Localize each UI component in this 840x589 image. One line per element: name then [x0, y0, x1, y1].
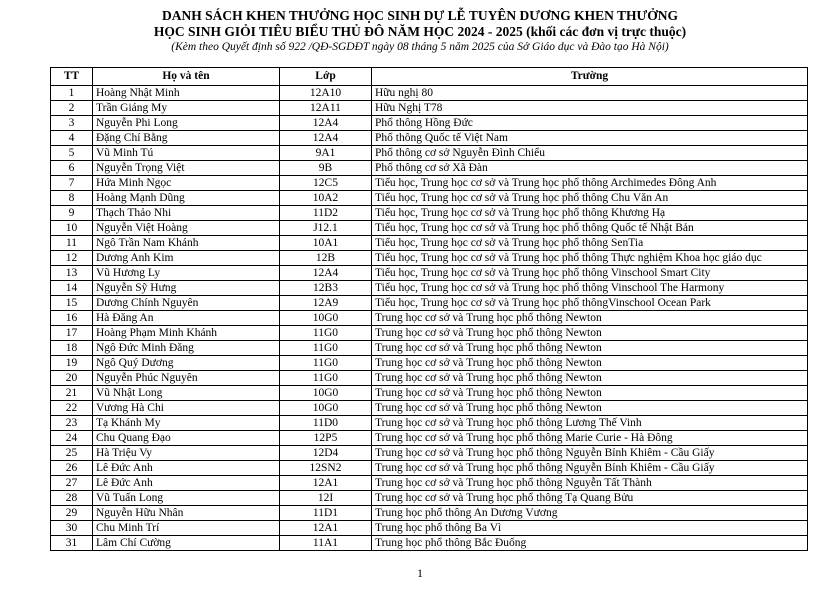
cell-class: 11D0	[280, 416, 372, 431]
cell-tt: 18	[51, 341, 93, 356]
cell-school: Trung học phổ thông Ba Vì	[372, 521, 808, 536]
table-row	[51, 221, 808, 236]
column-header-name: Họ và tên	[93, 68, 280, 86]
cell-name: Hà Đăng An	[93, 311, 280, 326]
cell-class: 12A10	[280, 86, 372, 101]
table-row	[51, 176, 808, 191]
cell-name: Thạch Thảo Nhi	[93, 206, 280, 221]
table-row	[51, 341, 808, 356]
table-row	[51, 386, 808, 401]
cell-name: Chu Minh Trí	[93, 521, 280, 536]
cell-class: 12A1	[280, 476, 372, 491]
cell-school: Trung học cơ sở và Trung học phổ thông Tạ Quang Bửu	[372, 491, 808, 506]
column-header-tt: TT	[51, 68, 93, 86]
cell-school: Tiểu học, Trung học cơ sở và Trung học phổ thông Thực nghiệm Khoa học giáo dục	[372, 251, 808, 266]
cell-class: 11G0	[280, 371, 372, 386]
cell-class: 12A4	[280, 266, 372, 281]
cell-school: Phổ thông Hồng Đức	[372, 116, 808, 131]
table-row	[51, 521, 808, 536]
cell-tt: 21	[51, 386, 93, 401]
cell-class: 12A4	[280, 116, 372, 131]
table-row	[51, 191, 808, 206]
cell-school: Tiểu học, Trung học cơ sở và Trung học phổ thông Khương Hạ	[372, 206, 808, 221]
cell-name: Ngô Trần Nam Khánh	[93, 236, 280, 251]
cell-name: Nguyễn Sỹ Hưng	[93, 281, 280, 296]
cell-school: Phổ thông cơ sở Nguyễn Đình Chiểu	[372, 146, 808, 161]
table-row	[51, 131, 808, 146]
cell-tt: 20	[51, 371, 93, 386]
table-body	[51, 86, 808, 551]
cell-school: Trung học cơ sở và Trung học phổ thông Newton	[372, 356, 808, 371]
cell-class: 10G0	[280, 311, 372, 326]
table-row	[51, 446, 808, 461]
document-header	[0, 8, 840, 54]
cell-tt: 4	[51, 131, 93, 146]
cell-tt: 3	[51, 116, 93, 131]
cell-name: Vũ Tuấn Long	[93, 491, 280, 506]
cell-tt: 29	[51, 506, 93, 521]
cell-tt: 11	[51, 236, 93, 251]
table-row	[51, 161, 808, 176]
cell-name: Hoàng Phạm Minh Khánh	[93, 326, 280, 341]
cell-class: 11D1	[280, 506, 372, 521]
cell-tt: 9	[51, 206, 93, 221]
cell-tt: 14	[51, 281, 93, 296]
cell-school: Trung học cơ sở và Trung học phổ thông Newton	[372, 326, 808, 341]
table-row	[51, 146, 808, 161]
cell-class: 10G0	[280, 386, 372, 401]
cell-tt: 1	[51, 86, 93, 101]
cell-class: 9A1	[280, 146, 372, 161]
cell-class: 11G0	[280, 326, 372, 341]
cell-school: Tiểu học, Trung học cơ sở và Trung học phổ thông SenTia	[372, 236, 808, 251]
table-header-row	[51, 68, 808, 86]
cell-name: Nguyễn Phi Long	[93, 116, 280, 131]
cell-tt: 13	[51, 266, 93, 281]
cell-name: Đặng Chí Bằng	[93, 131, 280, 146]
cell-school: Tiểu học, Trung học cơ sở và Trung học phổ thông Vinschool The Harmony	[372, 281, 808, 296]
table-row	[51, 416, 808, 431]
cell-name: Dương Chính Nguyên	[93, 296, 280, 311]
table-row	[51, 536, 808, 551]
cell-name: Lê Đức Anh	[93, 461, 280, 476]
cell-tt: 25	[51, 446, 93, 461]
cell-class: 12A1	[280, 521, 372, 536]
cell-school: Trung học cơ sở và Trung học phổ thông Lương Thế Vinh	[372, 416, 808, 431]
cell-name: Dương Anh Kim	[93, 251, 280, 266]
cell-tt: 6	[51, 161, 93, 176]
cell-class: 12A4	[280, 131, 372, 146]
cell-name: Hoàng Mạnh Dũng	[93, 191, 280, 206]
cell-school: Trung học cơ sở và Trung học phổ thông Newton	[372, 371, 808, 386]
table-row	[51, 281, 808, 296]
cell-tt: 22	[51, 401, 93, 416]
cell-tt: 30	[51, 521, 93, 536]
cell-school: Tiểu học, Trung học cơ sở và Trung học phổ thông Quốc tế Nhật Bản	[372, 221, 808, 236]
cell-name: Ngô Đức Minh Đăng	[93, 341, 280, 356]
cell-tt: 12	[51, 251, 93, 266]
cell-tt: 2	[51, 101, 93, 116]
cell-class: 12P5	[280, 431, 372, 446]
cell-school: Hữu nghị 80	[372, 86, 808, 101]
cell-tt: 28	[51, 491, 93, 506]
table-row	[51, 116, 808, 131]
cell-tt: 10	[51, 221, 93, 236]
table-row	[51, 296, 808, 311]
cell-tt: 24	[51, 431, 93, 446]
table-row	[51, 491, 808, 506]
table-row	[51, 251, 808, 266]
cell-class: 10A2	[280, 191, 372, 206]
cell-tt: 7	[51, 176, 93, 191]
cell-class: 12C5	[280, 176, 372, 191]
cell-school: Trung học phổ thông Bắc Đuống	[372, 536, 808, 551]
table-row	[51, 356, 808, 371]
title-line-1: DANH SÁCH KHEN THƯỞNG HỌC SINH DỰ LỄ TUYÊN DƯƠNG KHEN THƯỞNG	[162, 8, 678, 23]
table-row	[51, 506, 808, 521]
cell-class: 12D4	[280, 446, 372, 461]
cell-school: Trung học cơ sở và Trung học phổ thông Marie Curie - Hà Đông	[372, 431, 808, 446]
cell-class: 11G0	[280, 356, 372, 371]
cell-school: Trung học phổ thông An Dương Vương	[372, 506, 808, 521]
table-row	[51, 311, 808, 326]
cell-school: Tiểu học, Trung học cơ sở và Trung học phổ thôngVinschool Ocean Park	[372, 296, 808, 311]
cell-name: Vương Hà Chi	[93, 401, 280, 416]
cell-tt: 23	[51, 416, 93, 431]
cell-name: Ngô Quý Dương	[93, 356, 280, 371]
table-row	[51, 101, 808, 116]
cell-name: Nguyễn Việt Hoàng	[93, 221, 280, 236]
table-row	[51, 266, 808, 281]
table-row	[51, 86, 808, 101]
cell-name: Lâm Chí Cường	[93, 536, 280, 551]
cell-tt: 31	[51, 536, 93, 551]
cell-name: Nguyễn Phúc Nguyên	[93, 371, 280, 386]
cell-class: 12B	[280, 251, 372, 266]
cell-school: Trung học cơ sở và Trung học phổ thông Nguyễn Tất Thành	[372, 476, 808, 491]
cell-tt: 26	[51, 461, 93, 476]
cell-school: Phổ thông Quốc tế Việt Nam	[372, 131, 808, 146]
cell-name: Vũ Minh Tú	[93, 146, 280, 161]
cell-class: 11D2	[280, 206, 372, 221]
cell-school: Phổ thông cơ sở Xã Đàn	[372, 161, 808, 176]
cell-school: Trung học cơ sở và Trung học phổ thông Nguyễn Bỉnh Khiêm - Cầu Giấy	[372, 461, 808, 476]
cell-class: 11G0	[280, 341, 372, 356]
cell-school: Trung học cơ sở và Trung học phổ thông Nguyễn Bỉnh Khiêm - Cầu Giấy	[372, 446, 808, 461]
cell-name: Nguyễn Trọng Việt	[93, 161, 280, 176]
column-header-school: Trường	[372, 68, 808, 86]
cell-class: 9B	[280, 161, 372, 176]
table-row	[51, 326, 808, 341]
cell-name: Chu Quang Đạo	[93, 431, 280, 446]
table-row	[51, 371, 808, 386]
cell-class: 12A11	[280, 101, 372, 116]
cell-school: Tiểu học, Trung học cơ sở và Trung học phổ thông Vinschool Smart City	[372, 266, 808, 281]
cell-school: Trung học cơ sở và Trung học phổ thông Newton	[372, 341, 808, 356]
decision-subtitle: (Kèm theo Quyết định số 922 /QĐ-SGDĐT ngày 08 tháng 5 năm 2025 của Sở Giáo dục và Đào tạo Hà Nội)	[171, 41, 669, 53]
cell-school: Trung học cơ sở và Trung học phổ thông Newton	[372, 401, 808, 416]
table-row	[51, 476, 808, 491]
cell-name: Hứa Minh Ngọc	[93, 176, 280, 191]
cell-school: Tiểu học, Trung học cơ sở và Trung học phổ thông Archimedes Đông Anh	[372, 176, 808, 191]
cell-school: Trung học cơ sở và Trung học phổ thông Newton	[372, 386, 808, 401]
title-line-2: HỌC SINH GIỎI TIÊU BIỂU THỦ ĐÔ NĂM HỌC 2024 - 2025 (khối các đơn vị trực thuộc)	[153, 24, 687, 39]
page-number: 1	[417, 566, 423, 580]
table-row	[51, 206, 808, 221]
table-row	[51, 236, 808, 251]
cell-name: Hoàng Nhật Minh	[93, 86, 280, 101]
cell-name: Trần Giáng My	[93, 101, 280, 116]
cell-name: Lê Đức Anh	[93, 476, 280, 491]
cell-school: Tiểu học, Trung học cơ sở và Trung học phổ thông Chu Văn An	[372, 191, 808, 206]
cell-tt: 27	[51, 476, 93, 491]
cell-tt: 8	[51, 191, 93, 206]
cell-class: 12SN2	[280, 461, 372, 476]
cell-class: 12A9	[280, 296, 372, 311]
cell-class: 10A1	[280, 236, 372, 251]
cell-tt: 5	[51, 146, 93, 161]
cell-name: Vũ Nhật Long	[93, 386, 280, 401]
cell-school: Trung học cơ sở và Trung học phổ thông Newton	[372, 311, 808, 326]
cell-class: 10G0	[280, 401, 372, 416]
cell-class: 11A1	[280, 536, 372, 551]
cell-tt: 15	[51, 296, 93, 311]
cell-name: Hà Triệu Vy	[93, 446, 280, 461]
table-row	[51, 401, 808, 416]
cell-class: 12B3	[280, 281, 372, 296]
column-header-class: Lớp	[280, 68, 372, 86]
student-award-table	[50, 67, 808, 551]
cell-tt: 19	[51, 356, 93, 371]
cell-class: J12.1	[280, 221, 372, 236]
cell-tt: 17	[51, 326, 93, 341]
cell-school: Hữu Nghị T78	[372, 101, 808, 116]
cell-class: 12I	[280, 491, 372, 506]
table-row	[51, 431, 808, 446]
table-row	[51, 461, 808, 476]
cell-name: Vũ Hương Ly	[93, 266, 280, 281]
cell-name: Nguyễn Hữu Nhân	[93, 506, 280, 521]
cell-name: Tạ Khánh My	[93, 416, 280, 431]
cell-tt: 16	[51, 311, 93, 326]
